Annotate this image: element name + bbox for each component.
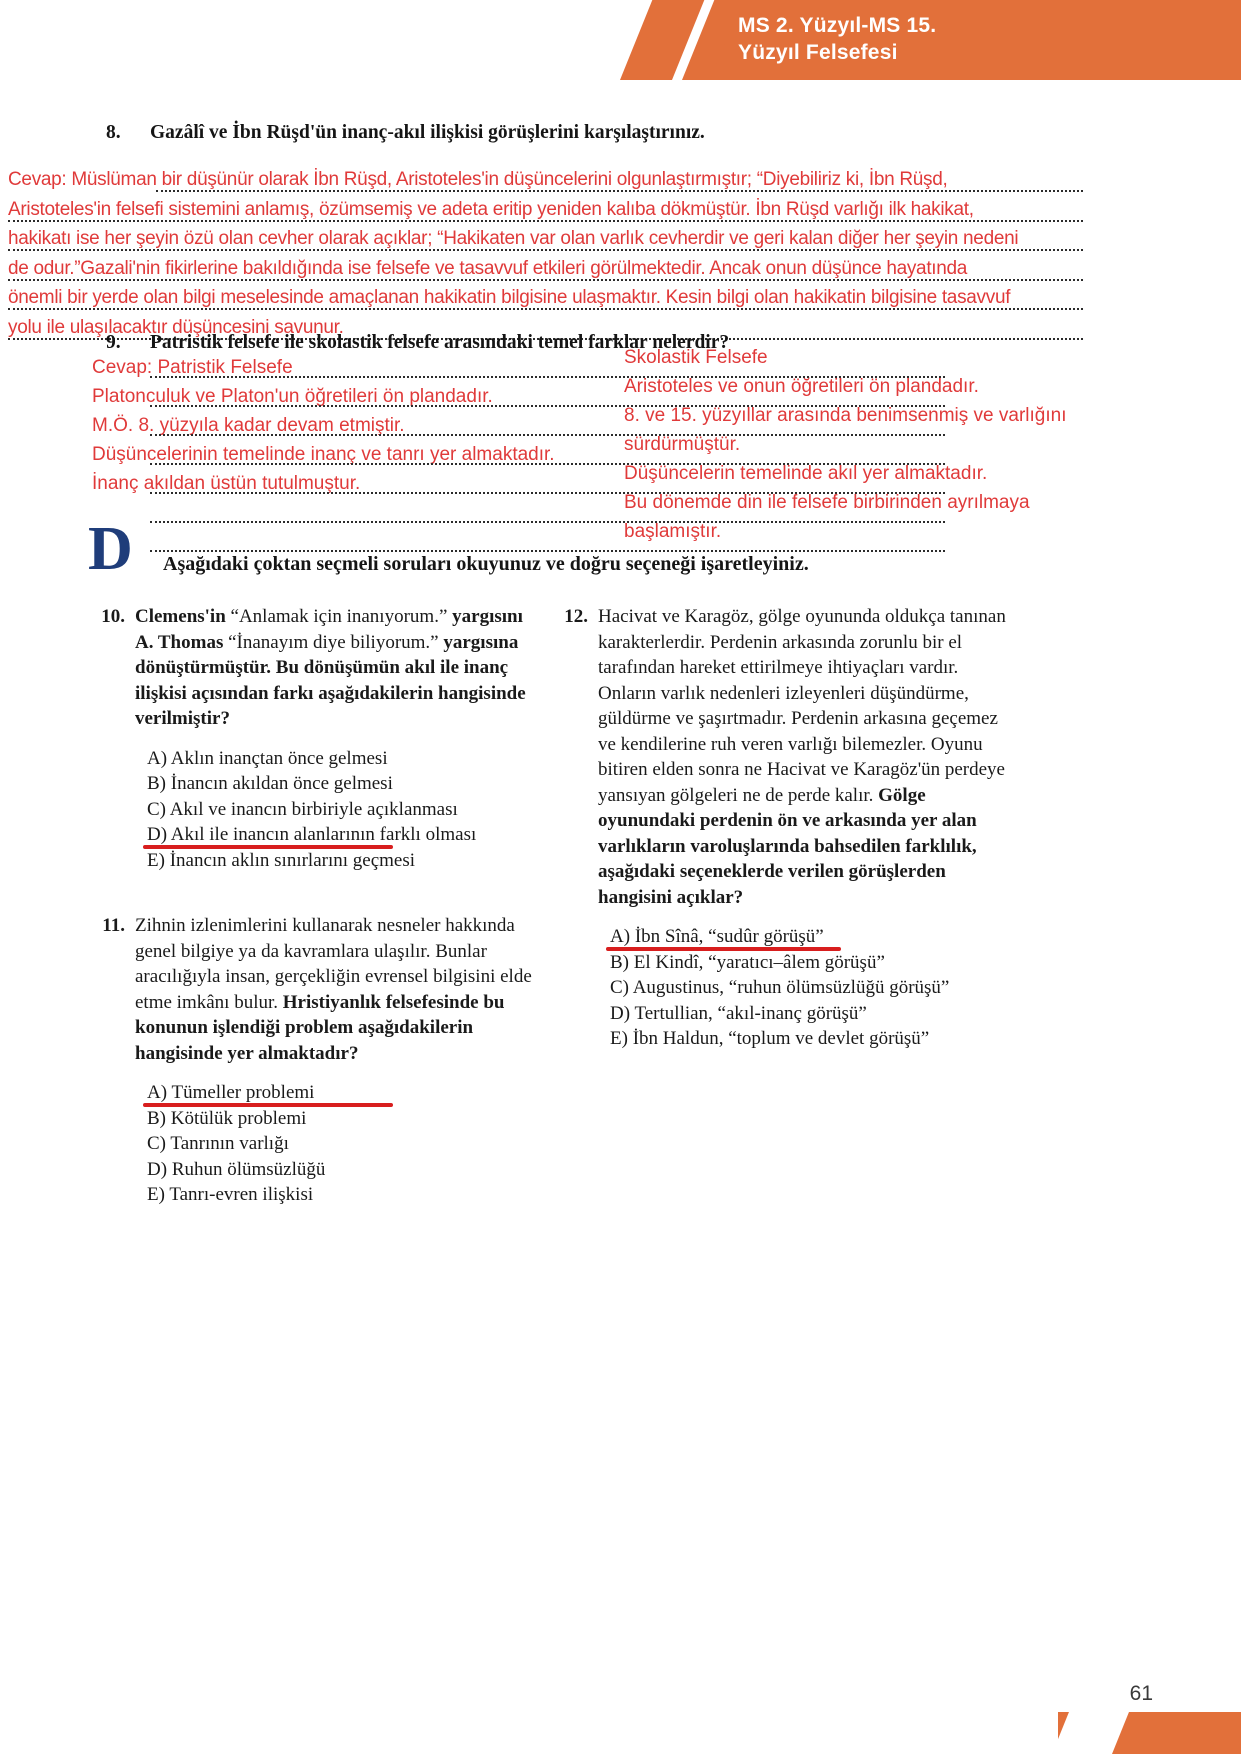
question-text-bold: Clemens'in [135, 606, 231, 627]
option-text: Tanrının varlığı [170, 1133, 289, 1154]
question-9-answer-skolastik-column [624, 343, 1094, 546]
option-text: El Kindî, “yaratıcı–âlem görüşü” [633, 951, 885, 973]
answer-line: Düşüncelerin temelinde akıl yer almaktadır. [624, 463, 988, 484]
option-list [95, 746, 535, 874]
writing-rule [150, 492, 945, 494]
writing-rule [8, 279, 1083, 281]
option-letter: E) [147, 1184, 170, 1205]
option-text: İnancın akıldan önce gelmesi [170, 773, 393, 794]
footer-white-area [0, 1712, 1058, 1754]
writing-rule [8, 220, 1083, 222]
option-b[interactable] [147, 1106, 535, 1132]
answer-line: Platonculuk ve Platon'un öğretileri ön plandadır. [92, 386, 493, 407]
writing-rule [150, 405, 945, 407]
question-text [598, 604, 1008, 910]
option-text: İbn Haldun, “toplum ve devlet görüşü” [632, 1028, 930, 1049]
option-text: Aklın inançtan önce gelmesi [170, 747, 388, 769]
writing-rule [156, 190, 1083, 192]
question-text [135, 604, 535, 732]
option-e[interactable] [610, 1026, 1008, 1052]
option-a[interactable] [147, 1080, 535, 1106]
answer-line: başlamıştır. [624, 521, 722, 542]
answer-line: İnanç akıldan üstün tutulmuştur. [92, 473, 361, 494]
question-stem [95, 913, 535, 1066]
option-letter: A) [147, 1082, 172, 1103]
chapter-title-line2: Yüzyıl Felsefesi [738, 41, 898, 64]
writing-rule [150, 463, 945, 465]
question-8-number: 8. [106, 122, 121, 143]
writing-rule [150, 550, 945, 552]
answer-line: Aristoteles'in felsefi sistemini anlamış, özümsemiş ve adeta eritip yeniden kalıba dökmüştür. İbn Rüşd varlığı ilk hakikat, [8, 195, 1083, 225]
question-9-text: Patristik felsefe ile skolastik felsefe arasındaki temel farklar nelerdir? [150, 332, 730, 353]
question-text [135, 913, 535, 1066]
option-letter: E) [610, 1028, 633, 1049]
option-c[interactable] [147, 1131, 535, 1157]
option-a[interactable] [147, 746, 535, 772]
option-text: Ruhun ölümsüzlüğü [171, 1158, 326, 1180]
question-text-normal: Hacivat ve Karagöz, gölge oyununda oldukça tanınan karakterlerdir. Perdenin arkasında zorunlu bir el tarafından hareket ettirilmeye ihtiyaçları vardır. Onların varlık nedenleri izleyenleri düşündürme, güldürme ve şaşırtmadır. Perdenin arkasına geçemez ve kendilerine ruh veren varlığı bilemezler. Oyunu bitiren elden sonra ne Hacivat ve Karagöz'ün perdeye yansıyan gölgeleri ne de perde kalır. [598, 606, 1006, 806]
question-number: 10. [101, 606, 125, 627]
answer-line: M.Ö. 8. yüzyıla kadar devam etmiştir. [92, 415, 405, 436]
option-letter: C) [147, 1133, 171, 1154]
question-8-answer [8, 165, 1083, 342]
option-d[interactable] [610, 1001, 1008, 1027]
option-text: İbn Sînâ, “sudûr görüşü” [634, 926, 824, 947]
question-text-bold: yargısına dönüştürmüştür. Bu dönüşümün akıl ile inanç ilişkisi açısından farkı aşağıdakilerin hangisinde verilmiştir? [135, 631, 526, 729]
section-d-letter: D [88, 515, 133, 583]
answer-line: önemli bir yerde olan bilgi meselesinde amaçlanan hakikatin bilgisine ulaşmaktır. Kesin bilgi olan hakikatin bilgisine tasavvuf [8, 283, 1083, 313]
option-text: Kötülük problemi [170, 1107, 307, 1129]
question-12-block [558, 604, 1008, 1052]
option-letter: A) [610, 926, 635, 947]
option-e[interactable] [147, 848, 535, 874]
option-letter: C) [610, 977, 633, 998]
answer-line: Bu dönemde din ile felsefe birbirinden ayrılmaya [624, 492, 1030, 513]
answer-line: Cevap: Müslüman bir düşünür olarak İbn Rüşd, Aristoteles'in düşüncelerini olgunlaştırmıştır; “Diyebiliriz ki, İbn Rüşd, [8, 165, 1083, 195]
option-text: Akıl ile inancın alanlarının farklı olması [170, 824, 477, 845]
option-text: Akıl ve inancın birbiriyle açıklanması [169, 798, 458, 820]
answer-line: 8. ve 15. yüzyıllar arasında benimsenmiş ve varlığını [624, 405, 1067, 426]
question-number: 12. [564, 606, 588, 627]
option-text: Augustinus, “ruhun ölümsüzlüğü görüşü” [632, 977, 950, 998]
answer-line: hakikatı ise her şeyin özü olan cevher olarak açıklar; “Hakikaten var olan varlık cevherdir ve geri kalan diğer her şeyin nedeni [8, 224, 1083, 254]
question-text-normal: “İnanayım diye biliyorum.” [228, 631, 444, 653]
question-text-normal: Zihnin izlenimlerini kullanarak nesneler hakkında genel bilgiye ya da kavramlara ulaşılır. Bunlar aracılığıyla insan, gerçekliğin evrensel bilgisini elde etme imkânı bulur. [135, 915, 532, 1013]
question-text-bold: yargısını A. Thomas [135, 606, 523, 653]
option-text: İnancın aklın sınırlarını geçmesi [169, 849, 416, 871]
chapter-title [738, 12, 1158, 66]
option-c[interactable] [147, 797, 535, 823]
option-d[interactable] [147, 1157, 535, 1183]
option-letter: C) [147, 798, 170, 820]
answer-line: yolu ile ulaşılacaktır düşüncesini savunur. [8, 313, 1083, 343]
writing-rule [8, 308, 1083, 310]
question-text-bold: Hristiyanlık felsefesinde bu konunun işlendiği problem aşağıdakilerin hangisinde yer almaktadır? [135, 991, 505, 1064]
question-text-bold: Gölge oyunundaki perdenin ön ve arkasında yer alan varlıkların varoluşlarında bahsedilen farklılık, aşağıdaki seçeneklerde verilen görüşlerden hangisini açıklar? [598, 784, 977, 908]
option-letter: D) [147, 1158, 172, 1180]
question-8-text: Gazâlî ve İbn Rüşd'ün inanç-akıl ilişkisi görüşlerini karşılaştırınız. [150, 122, 705, 143]
writing-rule [150, 521, 945, 523]
question-9-answer-patristik-column [92, 353, 622, 498]
question-8-heading [106, 122, 1006, 144]
question-9-number: 9. [106, 332, 121, 353]
question-stem [558, 604, 1008, 910]
questions-right-column [558, 604, 1008, 1078]
answer-line: sürdürmüştür. [624, 434, 741, 455]
answer-line: Düşüncelerinin temelinde inanç ve tanrı yer almaktadır. [92, 444, 555, 465]
option-b[interactable] [610, 950, 1008, 976]
question-stem [95, 604, 535, 732]
option-text: Tanrı-evren ilişkisi [169, 1184, 314, 1205]
option-list [558, 924, 1008, 1052]
option-letter: D) [610, 1002, 635, 1024]
writing-rule [8, 249, 1083, 251]
writing-rule [150, 376, 945, 378]
option-d[interactable] [147, 822, 535, 848]
answer-line: Skolastik Felsefe [624, 347, 768, 368]
option-c[interactable] [610, 975, 1008, 1001]
chapter-title-line1: MS 2. Yüzyıl-MS 15. [738, 14, 937, 37]
option-a[interactable] [610, 924, 1008, 950]
option-letter: A) [147, 747, 171, 769]
writing-rule [150, 434, 945, 436]
option-text: Tertullian, “akıl-inanç görüşü” [634, 1002, 867, 1024]
answer-line: Cevap: Patristik Felsefe [92, 357, 293, 378]
option-b[interactable] [147, 771, 535, 797]
option-e[interactable] [147, 1182, 535, 1208]
page-number: 61 [1129, 1682, 1153, 1705]
questions-left-column [95, 604, 535, 1234]
answer-line: Aristoteles ve onun öğretileri ön plandadır. [624, 376, 979, 397]
option-letter: B) [610, 951, 634, 973]
option-list [95, 1080, 535, 1208]
question-11-block [95, 913, 535, 1208]
question-10-block [95, 604, 535, 873]
option-text: Tümeller problemi [171, 1082, 315, 1103]
option-letter: B) [147, 773, 171, 794]
question-text-normal: “Anlamak için inanıyorum.” [230, 606, 453, 627]
option-letter: D) [147, 824, 171, 845]
answer-line: de odur.”Gazali'nin fikirlerine bakıldığında ise felsefe ve tasavvuf etkileri görülmektedir. Ancak onun düşünce hayatında [8, 254, 1083, 284]
question-number: 11. [102, 915, 125, 936]
option-letter: B) [147, 1107, 171, 1129]
column-spacer [95, 899, 535, 913]
section-d-instruction: Aşağıdaki çoktan seçmeli soruları okuyunuz ve doğru seçeneği işaretleyiniz. [163, 553, 809, 575]
option-letter: E) [147, 849, 170, 871]
